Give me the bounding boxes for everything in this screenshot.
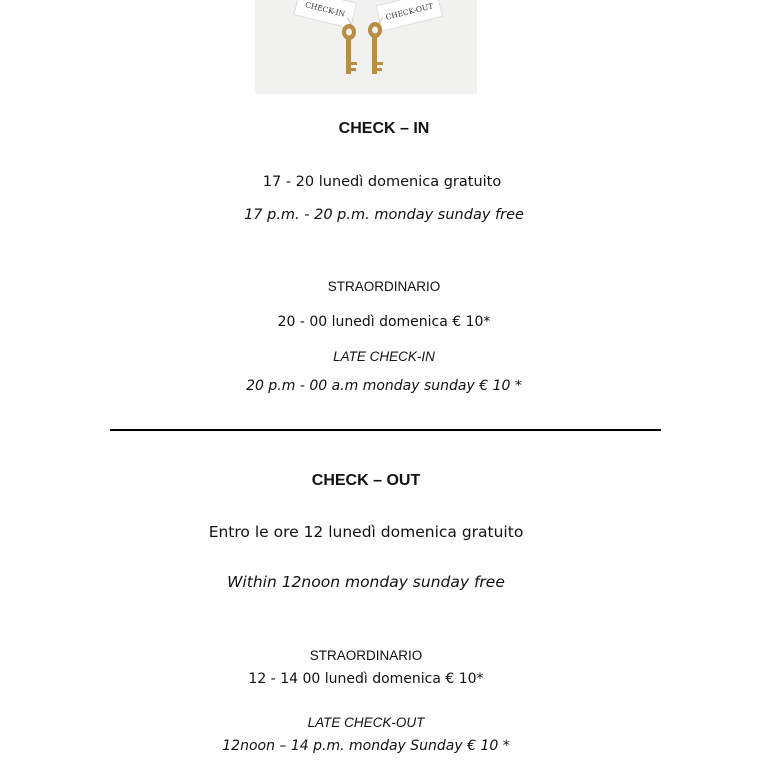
checkout-late-label: LATE CHECK-OUT xyxy=(307,715,425,730)
checkout-extra-label: STRAORDINARIO xyxy=(309,648,423,663)
keys-photo xyxy=(255,0,477,94)
key-right-icon xyxy=(368,22,383,74)
checkin-title: CHECK – IN xyxy=(338,120,430,137)
checkin-late-label: LATE CHECK-IN xyxy=(333,349,435,364)
checkin-hours-it: 17 - 20 lunedì domenica gratuito xyxy=(262,174,502,190)
checkout-hours-en: Within 12noon monday sunday free xyxy=(227,573,505,591)
checkin-late-en: 20 p.m - 00 a.m monday sunday € 10 * xyxy=(246,378,522,394)
checkout-late-en: 12noon – 14 p.m. monday Sunday € 10 * xyxy=(222,738,510,754)
tag-checkin-text: CHECK-IN xyxy=(304,0,346,19)
checkin-extra-it: 20 - 00 lunedì domenica € 10* xyxy=(277,314,491,330)
checkin-hours-en: 17 p.m. - 20 p.m. monday sunday free xyxy=(244,207,524,223)
keys-image xyxy=(255,0,477,94)
key-left-icon xyxy=(342,24,357,74)
tag-checkout-text: CHECK-OUT xyxy=(384,1,435,22)
checkout-hours-it: Entro le ore 12 lunedì domenica gratuito xyxy=(208,523,524,541)
checkout-extra-it: 12 - 14 00 lunedì domenica € 10* xyxy=(248,671,484,687)
section-divider xyxy=(110,429,661,431)
checkin-extra-label: STRAORDINARIO xyxy=(327,279,441,294)
checkout-title: CHECK – OUT xyxy=(311,472,421,489)
